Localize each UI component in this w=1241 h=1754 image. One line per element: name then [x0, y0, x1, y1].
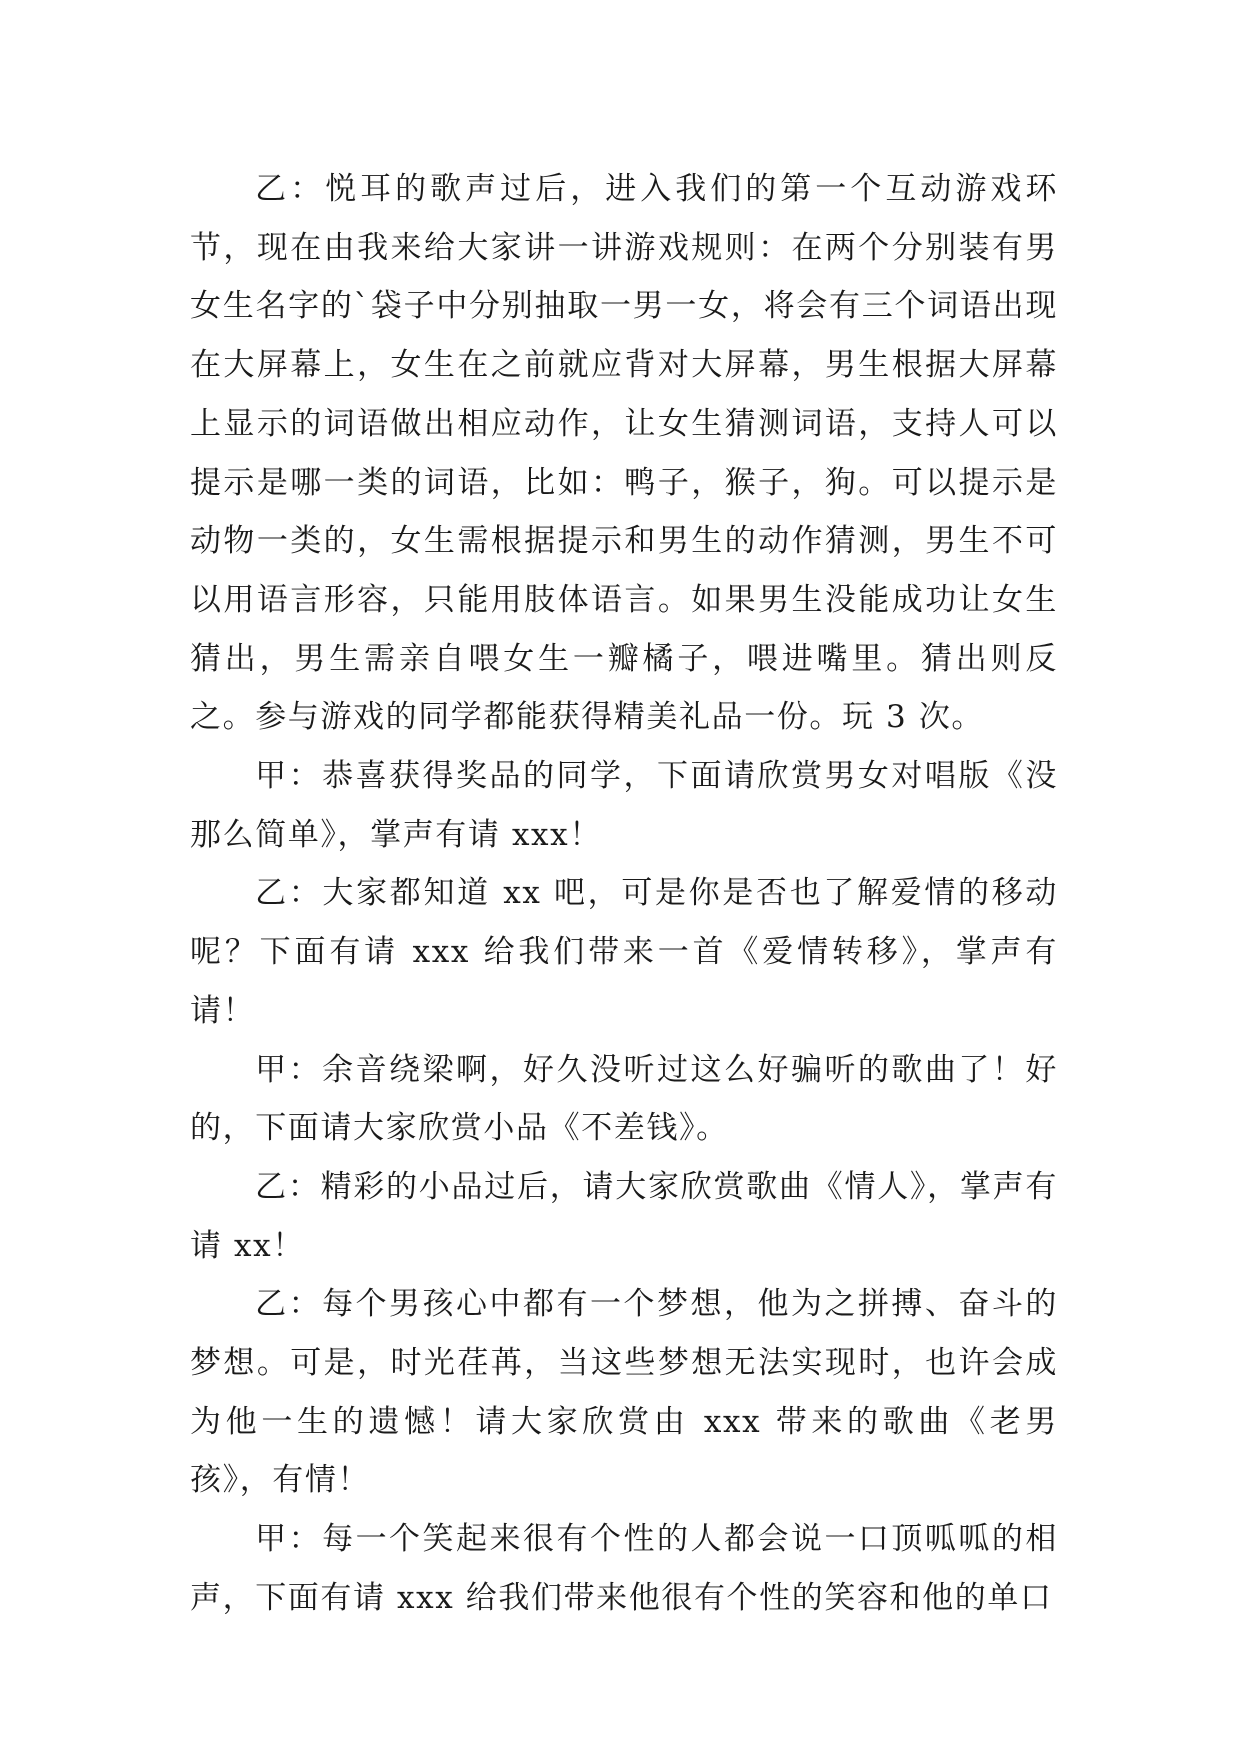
paragraph-crosstalk-intro: 甲：每一个笑起来很有个性的人都会说一口顶呱呱的相声，下面有请 xxx 给我们带来他很有个性的笑容和他的单口 — [190, 1521, 1058, 1616]
paragraph-sketch-intro: 甲：余音绕梁啊，好久没听过这么好骗听的歌曲了！好的，下面请大家欣赏小品《不差钱》。 — [190, 1051, 1058, 1147]
document-body — [190, 160, 1058, 1628]
paragraph-old-boy-intro: 乙：每个男孩心中都有一个梦想，他为之拼搏、奋斗的梦想。可是，时光荏苒，当这些梦想无法实现时，也许会成为他一生的遗憾！请大家欣赏由 xxx 带来的歌曲《老男孩》，有情！ — [190, 1286, 1058, 1499]
paragraph-game-rules: 乙：悦耳的歌声过后，进入我们的第一个互动游戏环节，现在由我来给大家讲一讲游戏规则：在两个分别装有男女生名字的`袋子中分别抽取一男一女，将会有三个词语出现在大屏幕上，女生在之前就应背对大屏幕，男生根据大屏幕上显示的词语做出相应动作，让女生猜测词语，支持人可以提示是哪一类的词语，比如：鸭子，猴子，狗。可以提示是动物一类的，女生需根据提示和男生的动作猜测，男生不可以用语言形容，只能用肢体语言。如果男生没能成功让女生猜出，男生需亲自喂女生一瓣橘子，喂进嘴里。猜出则反之。参与游戏的同学都能获得精美礼品一份。玩 3 次。 — [190, 171, 1058, 736]
paragraph-duet-intro: 甲：恭喜获得奖品的同学，下面请欣赏男女对唱版《没那么简单》，掌声有请 xxx！ — [190, 758, 1058, 853]
paragraph-love-transfer-intro: 乙：大家都知道 xx 吧，可是你是否也了解爱情的移动呢？下面有请 xxx 给我们带来一首《爱情转移》，掌声有请！ — [190, 875, 1058, 1029]
paragraph-lover-song-intro: 乙：精彩的小品过后，请大家欣赏歌曲《情人》，掌声有请 xx！ — [190, 1168, 1058, 1264]
